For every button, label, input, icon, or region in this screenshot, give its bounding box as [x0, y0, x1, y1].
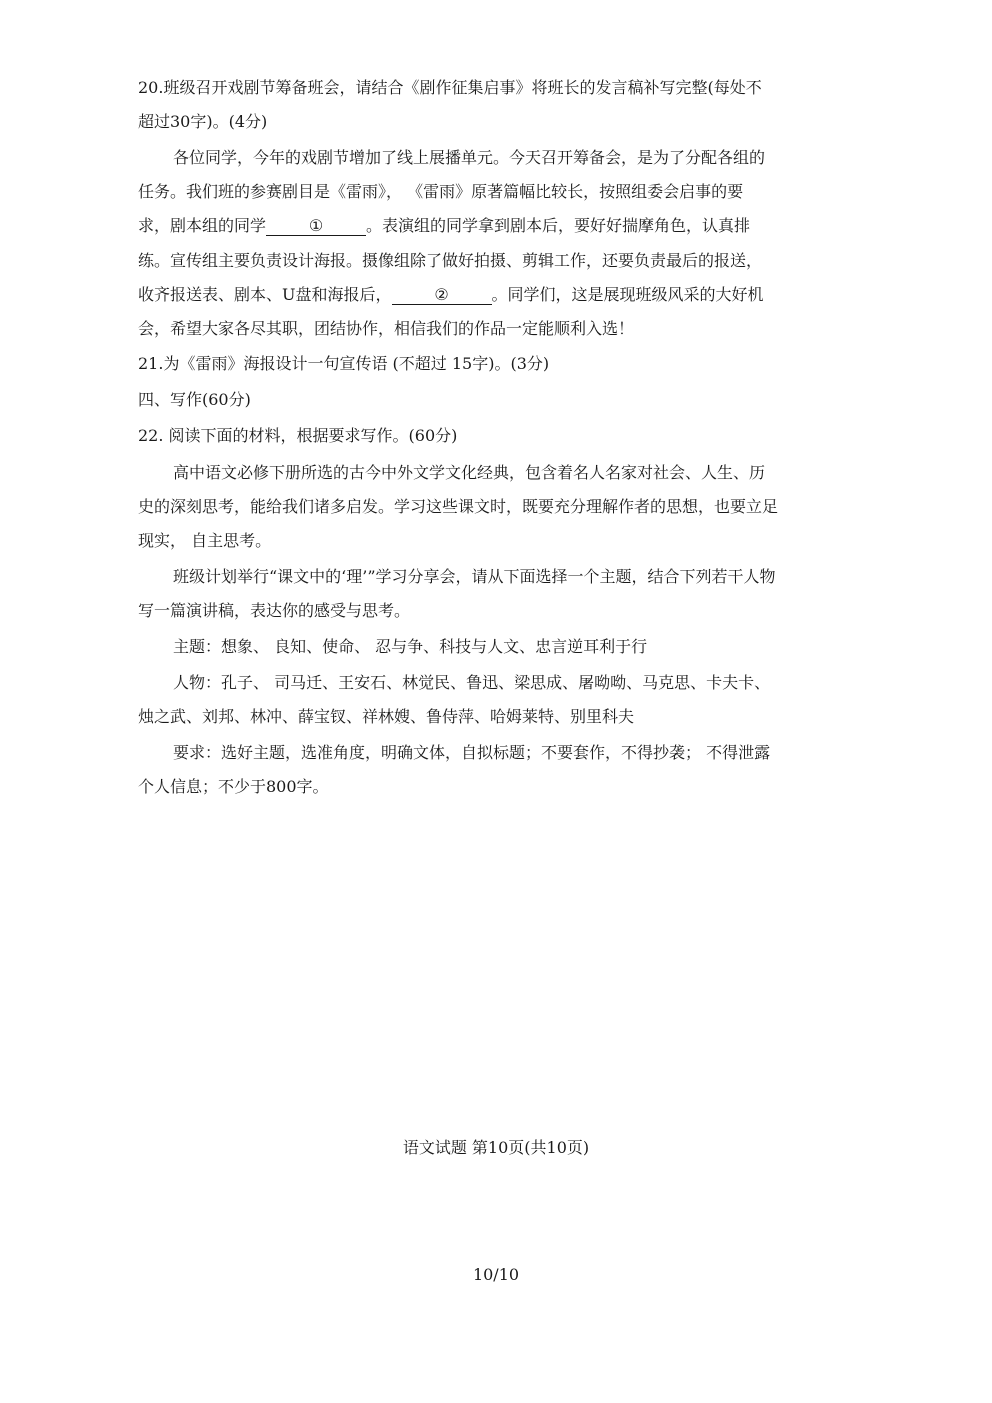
- q20-prompt-line1: 20.班级召开戏剧节筹备班会，请结合《剧作征集启事》将班长的发言稿补写完整(每处不: [138, 78, 762, 97]
- q20-speech-line6: 会，希望大家各尽其职，团结协作，相信我们的作品一定能顺利入选！: [138, 319, 635, 338]
- q22-people-line1: 人物：孔子、 司马迁、王安石、林觉民、鲁迅、梁思成、屠呦呦、马克思、卡夫卡、: [173, 673, 771, 692]
- q22-material-line1: 高中语文必修下册所选的古今中外文学文化经典，包含着名人名家对社会、人生、历: [173, 463, 766, 482]
- page-counter: 10/10: [472, 1265, 520, 1284]
- q20-speech-line4: 练。宣传组主要负责设计海报。摄像组除了做好拍摄、剪辑工作，还要负责最后的报送，: [138, 251, 763, 270]
- speech-text: 。同学们，这是展现班级风采的大好机: [491, 285, 764, 304]
- q21-prompt: 21.为《雷雨》海报设计一句宣传语 (不超过 15字)。(3分): [138, 354, 550, 373]
- q20-speech-line2: 任务。我们班的参赛剧目是《雷雨》， 《雷雨》原著篇幅比较长，按照组委会启事的要: [138, 182, 744, 201]
- speech-text: 求，剧本组的同学: [138, 216, 267, 235]
- q22-task-line1: 班级计划举行“课文中的‘理’”学习分享会，请从下面选择一个主题，结合下列若干人物: [173, 567, 776, 586]
- q22-people-line2: 烛之武、刘邦、林冲、薛宝钗、祥林嫂、鲁侍萍、哈姆莱特、别里科夫: [138, 707, 635, 726]
- q22-material-line2: 史的深刻思考，能给我们诸多启发。学习这些课文时，既要充分理解作者的思想，也要立足: [138, 497, 779, 516]
- q20-speech-line5: [138, 284, 764, 306]
- q20-speech-line1: 各位同学，今年的戏剧节增加了线上展播单元。今天召开筹备会，是为了分配各组的: [173, 148, 766, 167]
- speech-text: 。表演组的同学拿到剧本后，要好好揣摩角色，认真排: [366, 216, 751, 235]
- q22-prompt: 22. 阅读下面的材料，根据要求写作。(60分): [138, 426, 458, 445]
- q22-material-line3: 现实， 自主思考。: [138, 531, 272, 550]
- answer-blank-1[interactable]: ①: [266, 217, 366, 236]
- q22-topics: 主题：想象、 良知、使命、 忍与争、科技与人文、忠言逆耳利于行: [173, 637, 648, 656]
- answer-blank-2[interactable]: ②: [392, 286, 492, 305]
- q20-speech-line3: [138, 215, 750, 237]
- speech-text: 收齐报送表、剧本、U盘和海报后，: [138, 285, 392, 304]
- section-heading: 四、写作(60分): [138, 390, 251, 409]
- q22-requirements-line1: 要求：选好主题，选准角度，明确文体，自拟标题；不要套作，不得抄袭； 不得泄露: [173, 743, 771, 762]
- q22-task-line2: 写一篇演讲稿，表达你的感受与思考。: [138, 601, 411, 620]
- page-label: 语文试题 第10页(共10页): [402, 1138, 590, 1157]
- q20-prompt-line2: 超过30字)。(4分): [138, 112, 268, 131]
- q22-requirements-line2: 个人信息；不少于800字。: [138, 777, 329, 796]
